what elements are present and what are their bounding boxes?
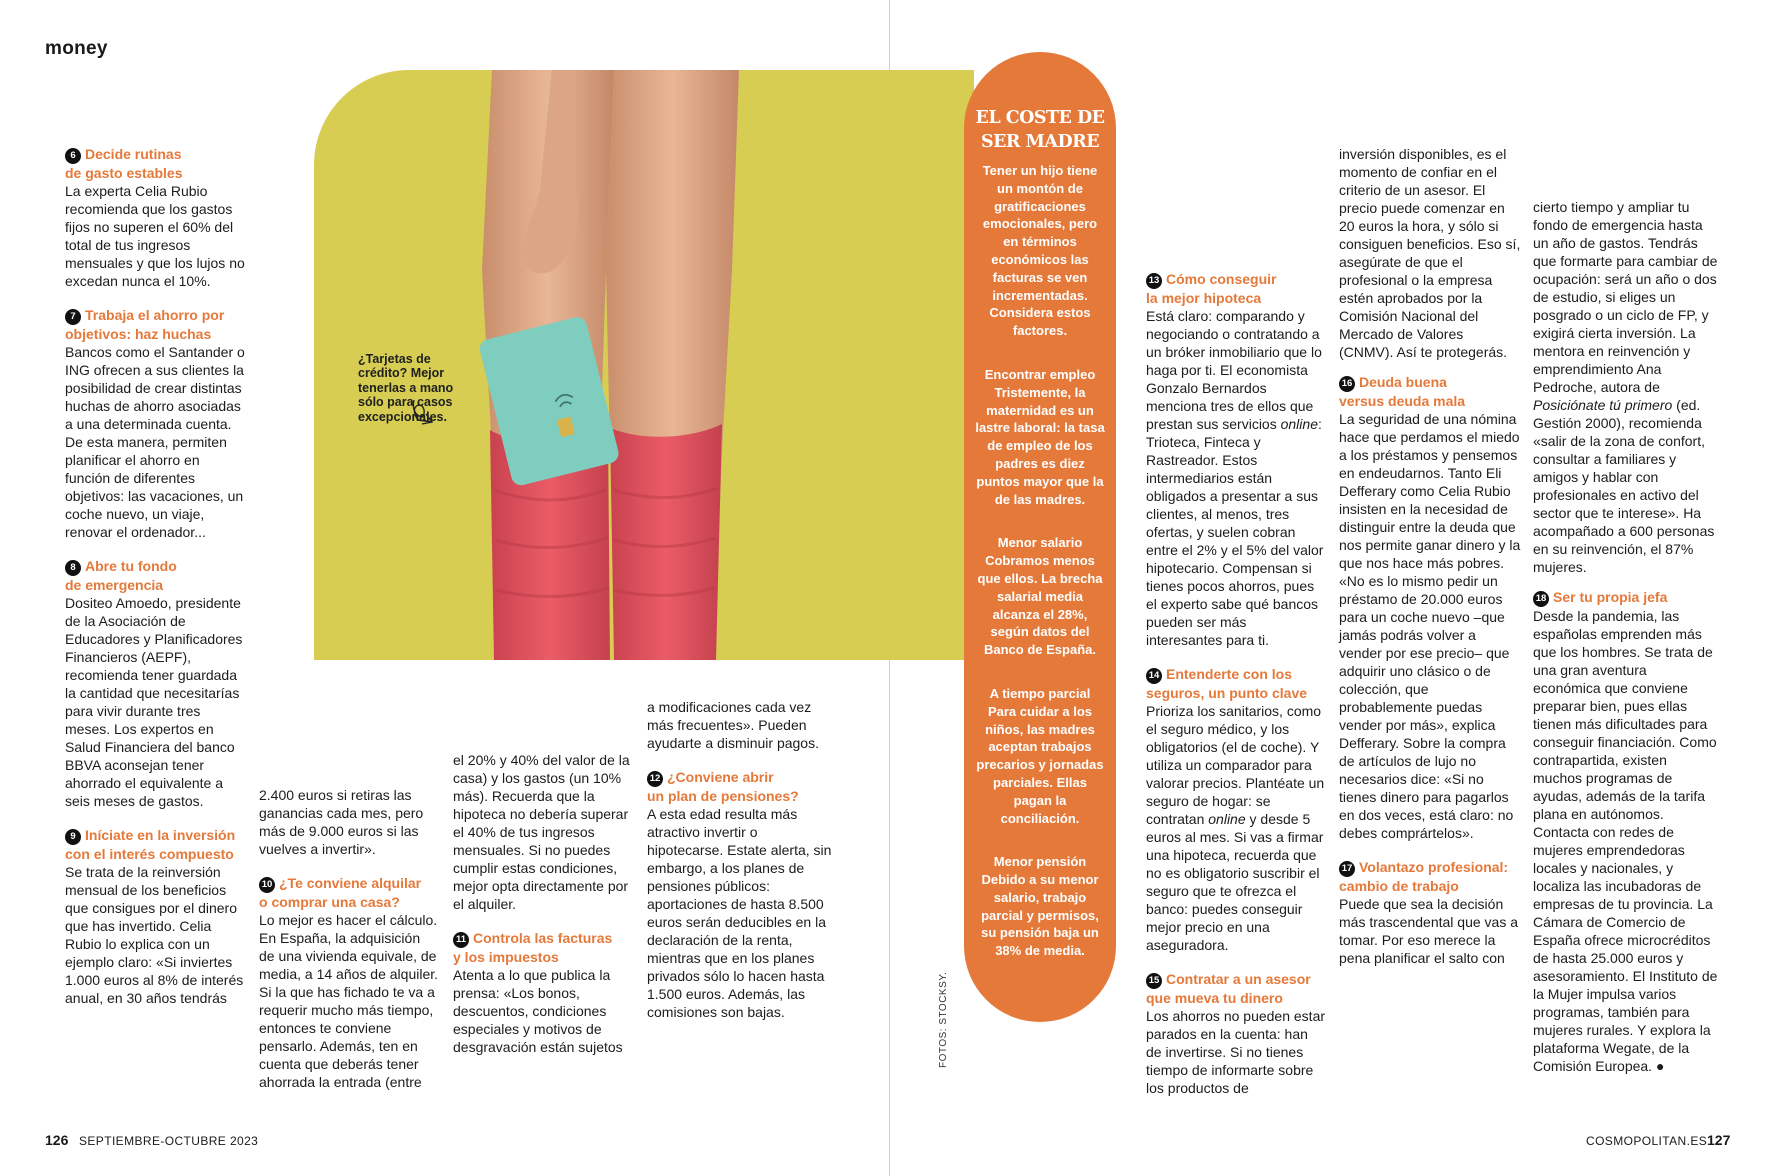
section-10-body: Lo mejor es hacer el cálculo. En España, la adquisición de una vivienda equivale, de media, a 14 años de alquiler. Si la que has fichado te va a requerir mucho más tiempo, entonces te conviene pensarlo. Además, ten en cuenta que deberás tener ahorrada la entrada (entre [259,912,439,1090]
right-page-number: 127 [1707,1132,1731,1148]
number-badge: 13 [1146,273,1162,289]
number-badge: 9 [65,829,81,845]
left-column-4 [647,698,833,1021]
section-15-body: Los ahorros no pueden estar parados en la cuenta: han de invertirse. Si no tienes tiempo de informarte sobre los productos de [1146,1008,1326,1096]
section-label: money [45,38,108,59]
section-14-heading: 14 Entenderte con los seguros, un punto clave [1146,666,1308,701]
section-15-heading: 15 Contratar a un asesor que mueva tu dinero [1146,971,1311,1006]
sidebar-item-title: Menor salario [997,535,1083,551]
number-badge: 10 [259,877,275,893]
section-14-body: Prioriza los sanitarios, como el seguro médico, y los obligatorios (el de coche). Y utiliza un comparador para valorar precios. Plantéate un seguro de hogar: se contratan online y desde 5 euros al mes. Si vas a firmar una hipoteca, recuerda que no es obligatorio suscribir el seguro que te ofrezca el banco: puedes conseguir mejor precio en una aseguradora. [1146,703,1325,953]
section-12-body: A esta edad resulta más atractivo invertir o hipotecarse. Estate alerta, sin embargo, a los planes de pensiones públicos: aportaciones de hasta 8.500 euros serán deducibles en la declaración de la renta, mientras que en los planes privados sólo lo hacen hasta 1.500 euros. Además, las comisiones son bajas. [647,806,832,1020]
left-column-2 [259,786,439,1091]
section-17-continued: cierto tiempo y ampliar tu fondo de emergencia hasta un año de gastos. Tendrás que formarte para cambiar de ocupación: será un año o dos de estudio, si eliges un posgrado o un ciclo de FP, y exigirá cierta inversión. La mentora en reinvención y emprendimiento Ana Pedroche, autora de Posiciónate tú primero (ed. Gestión 2000), recomienda «salir de la zona de confort, consultar a familiares y amigos y hablar con profesionales en activo del sector que te interese». Ha acompañado a 600 personas en su reinvención, el 87% mujeres. [1533,199,1718,575]
number-badge: 16 [1339,376,1355,392]
section-6-body: La experta Celia Rubio recomienda que los gastos fijos no superen el 60% del total de tus ingresos mensuales y que los lujos no excedan nunca el 10%. [65,183,245,289]
sidebar-title: EL COSTE DE SER MADRE [975,108,1105,152]
sidebar-item-body: Cobramos menos que ellos. La brecha salarial media alcanza el 28%, según datos del Banco de España. [977,553,1103,658]
section-16-body: La seguridad de una nómina hace que perdamos el miedo a los préstamos y pensemos en endeudarnos. Tanto Eli Defferary como Celia Rubio insisten en la necesidad de distinguir entre la deuda que nos permite ganar dinero y la que nos hace más pobres. «No es lo mismo pedir un préstamo de 20.000 euros para un coche nuevo –que jamás podrás volver a vender por ese precio– que adquirir uno clásico o de colección, que probablemente puedas vender por más», explica Defferary. Sobre la compra de artículos de lujo no necesarios dice: «Si no tienes dinero para pagarlos en dos veces, está claro: no debes comprártelos». [1339,411,1521,841]
sidebar-item-body: Para cuidar a los niños, las madres aceptan trabajos precarios y jornadas parciales. Ellas pagan la conciliación. [976,703,1104,826]
section-13-body: Está claro: comparando y negociando o contratando a un bróker inmobiliario que lo haga por ti. El economista Gonzalo Bernardos menciona tres de ellos que prestan sus servicios online: Trioteca, Finteca y Rastreador. Estos intermediarios están obligados a presentar a sus clientes, al menos, tres ofertas, y suelen cobran entre el 2% y el 5% del valor hipotecario. Compensan si tienes pocos ahorros, pues el experto sabe qué bancos pueden ser más interesantes para ti. [1146,308,1324,648]
issue-date: SEPTIEMBRE-OCTUBRE 2023 [79,1134,259,1148]
left-column-1 [65,145,245,1007]
section-17-heading: 17 Volantazo profesional: cambio de trabajo [1339,859,1509,894]
section-11-heading: 11 Controla las facturas y los impuestos [453,930,613,965]
section-16-heading: 16 Deuda buena versus deuda mala [1339,374,1466,409]
photo-caption: ¿Tarjetas de crédito? Mejor tenerlas a mano sólo para casos excepcionales. [358,352,454,424]
section-8-heading: 8 Abre tu fondo de emergencia [65,558,177,593]
sidebar-item-title: Encontrar empleo [984,366,1096,382]
section-18-body: Desde la pandemia, las españolas emprenden más que los hombres. Se trata de una gran aventura económica que conviene preparar bien, pues ellas tienen más dificultades para conseguir financiación. Como contrapartida, existen muchos programas de ayudas, además de la tarifa plana en autónomos. Contacta con redes de mujeres emprendedoras locales y nacionales, y localiza las incubadoras de empresas de tu provincia. La Cámara de Comercio de España ofrece microcréditos de hasta 25.000 euros y asesoramiento. El Instituto de la Mujer impulsa varios programas, también para mujeres rurales. Y explora la plataforma Wegate, de la Comisión Europea. ● [1533,608,1718,1074]
website: COSMOPOLITAN.ES [1586,1134,1708,1148]
section-9-heading: 9 Iníciate en la inversión con el interés compuesto [65,827,236,862]
sidebar-intro: Tener un hijo tiene un montón de gratificaciones emocionales, pero en términos económicos las facturas se ven incrementadas. Considera estos factores. [982,163,1098,339]
section-18-heading: 18 Ser tu propia jefa [1533,588,1718,607]
section-10-continued: el 20% y 40% del valor de la casa) y los gastos (un 10% más). Recuerda que la hipoteca no debería superar el 40% de tus ingresos mensuales. Si no puedes cumplir estas condiciones, mejor opta directamente por el alquiler. [453,752,630,912]
section-7-body: Bancos como el Santander o ING ofrecen a sus clientes la posibilidad de crear distintas huchas de ahorro asociadas a una determinada cuenta. De esta manera, permiten planificar el ahorro en función de diferentes objetivos: las vacaciones, un coche nuevo, un viaje, renovar el ordenador... [65,344,245,540]
sidebar-item-title: A tiempo parcial [989,685,1091,701]
section-8-body: Dositeo Amoedo, presidente de la Asociación de Educadores y Planificadores Financieros (AEPF), recomienda tener guardada la cantidad que necesitarías para vivir durante tres meses. Los expertos en Salud Financiera del banco BBVA aconsejan tener ahorrado el equivalente a seis meses de gastos. [65,595,243,809]
section-12-heading: 12 ¿Conviene abrir un plan de pensiones? [647,769,799,804]
section-15-continued: inversión disponibles, es el momento de confiar en el criterio de un asesor. El precio puede comenzar en 20 euros la hora, y sólo si consiguen beneficios. Eso sí, asegúrate de que el profesional o la empresa estén aprobados por la Comisión Nacional del Mercado de Valores (CNMV). Así te protegerás. [1339,146,1521,360]
number-badge: 18 [1533,591,1549,607]
number-badge: 12 [647,771,663,787]
sidebar-item-body: Tristemente, la maternidad es un lastre laboral: la tasa de empleo de los padres es diez puntos mayor que la de las madres. [975,384,1105,507]
number-badge: 14 [1146,668,1162,684]
sidebar-item-title: Menor pensión [993,854,1087,870]
number-badge: 8 [65,560,81,576]
section-9-continued: 2.400 euros si retiras las ganancias cada mes, pero más de 9.000 euros si las vuelves a invertir». [259,787,424,857]
cost-of-motherhood-sidebar [964,52,1116,1022]
number-badge: 6 [65,148,81,164]
number-badge: 11 [453,932,469,948]
end-mark-icon: ● [1655,1058,1665,1074]
number-badge: 17 [1339,861,1355,877]
right-column-1 [1146,270,1326,1097]
section-11-body: Atenta a lo que publica la prensa: «Los bonos, descuentos, condiciones especiales y motivos de desgravación están sujetos [453,967,623,1055]
section-17-body: Puede que sea la decisión más trascendental que vas a tomar. Por eso merece la pena planificar el salto con [1339,896,1518,966]
right-column-3 [1533,198,1718,1075]
left-column-3 [453,751,633,1056]
number-badge: 15 [1146,973,1162,989]
section-7-heading: 7 Trabaja el ahorro por objetivos: haz huchas [65,307,225,342]
sidebar-item-body: Debido a su menor salario, trabajo parcial y permisos, su pensión baja un 38% de media. [981,872,1099,959]
number-badge: 7 [65,309,81,325]
section-6-heading: 6 Decide rutinas de gasto estables [65,146,183,181]
section-9-body: Se trata de la reinversión mensual de los beneficios que consigues por el dinero que has invertido. Celia Rubio lo explica con un ejemplo claro: «Si inviertes 1.000 euros al 8% de interés anual, en 30 años tendrás [65,864,244,1006]
section-10-heading: 10 ¿Te conviene alquilar o comprar una casa? [259,875,422,910]
section-11-continued: a modificaciones cada vez más frecuentes». Pueden ayudarte a disminuir pagos. [647,699,819,751]
right-column-2 [1339,145,1521,967]
photo-credit: FOTOS: STOCKSY. [938,971,949,1068]
left-page-number: 126 [45,1132,69,1148]
section-13-heading: 13 Cómo conseguir la mejor hipoteca [1146,271,1277,306]
